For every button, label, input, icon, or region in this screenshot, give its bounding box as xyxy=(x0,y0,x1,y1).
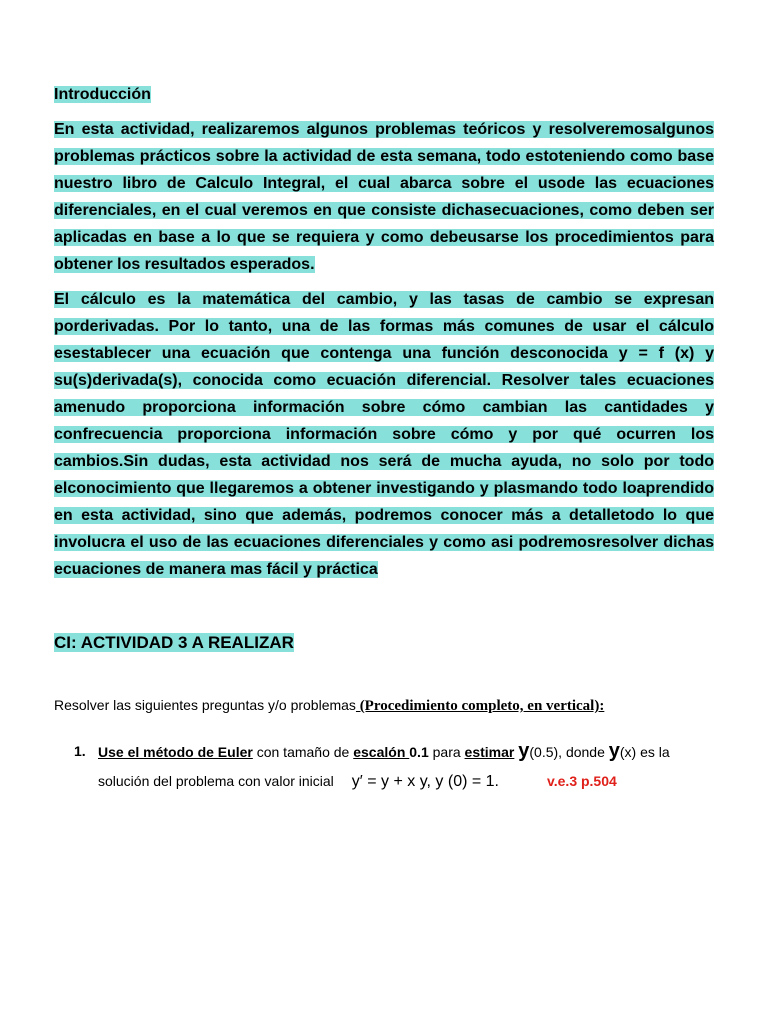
problem-1-y-symbol-1: y xyxy=(518,740,530,762)
problem-1-step-value: 0.1 xyxy=(409,744,429,760)
intro-paragraph-2-text: El cálculo es la matemática del cambio, y las tasas de cambio se expresan porderivadas. Por lo tanto, una de las formas más comunes de usar el cálculo esestablecer una ecuación que contenga una función desconocida y = f (x) y su(s)derivada(s), conocida como ecuación diferencial. Resolver tales ecuaciones amenudo proporciona información sobre cómo cambian las cantidades y confrecuencia proporciona información sobre cómo y por qué ocurren los cambios.Sin dudas, esta actividad nos será de mucha ayuda, no solo por todo elconocimiento que llegaremos a obtener investigando y plasmando todo loaprendido en esta actividad, sino que además, podremos conocer más a detalletodo lo que involucra el uso de las ecuaciones diferenciales y como asi podremosresolver dichas ecuaciones de manera mas fácil y práctica xyxy=(54,291,714,578)
problem-1-text-at: (0.5), donde xyxy=(529,744,609,760)
problem-1-text-x: (x) es la xyxy=(619,744,670,760)
intro-heading-text: Introducción xyxy=(54,86,151,103)
instructions-text: Resolver las siguientes preguntas y/o problemas xyxy=(54,697,356,713)
problem-1-line-2: solución del problema con valor inicial xyxy=(98,773,334,789)
problem-1-estimar: estimar xyxy=(464,744,515,760)
problem-1-body xyxy=(98,737,708,796)
problem-1-step-label: escalón xyxy=(353,744,410,760)
problem-1-method: Use el método de Euler xyxy=(98,744,253,760)
intro-paragraph-1-text: En esta actividad, realizaremos algunos problemas teóricos y resolveremosalgunos problemas prácticos sobre la actividad de esta semana, todo estoteniendo como base nuestro libro de Calculo Integral, el cual abarca sobre el usode las ecuaciones diferenciales, en el cual veremos en que consiste dichasecuaciones, como deben ser aplicadas en base a lo que se requiera y como debeusarse los procedimientos para obtener los resultados esperados. xyxy=(54,121,714,273)
activity-heading xyxy=(54,632,294,654)
intro-heading xyxy=(54,84,151,106)
problem-1-reference: v.e.3 p.504 xyxy=(547,773,617,789)
activity-heading-text: CI: ACTIVIDAD 3 A REALIZAR xyxy=(54,633,294,652)
instructions xyxy=(54,694,734,717)
intro-paragraph-2 xyxy=(54,286,714,583)
problem-1-y-symbol-2: y xyxy=(608,740,620,762)
intro-paragraph-1 xyxy=(54,116,714,278)
problem-1-text-con: con tamaño de xyxy=(252,744,354,760)
instructions-procedure-note: (Procedimiento completo, en vertical): xyxy=(355,698,605,714)
problem-1-number: 1. xyxy=(74,743,86,759)
problem-1-text-para: para xyxy=(428,744,465,760)
problem-1-equation: y′ = y + x y, y (0) = 1. xyxy=(351,773,499,790)
